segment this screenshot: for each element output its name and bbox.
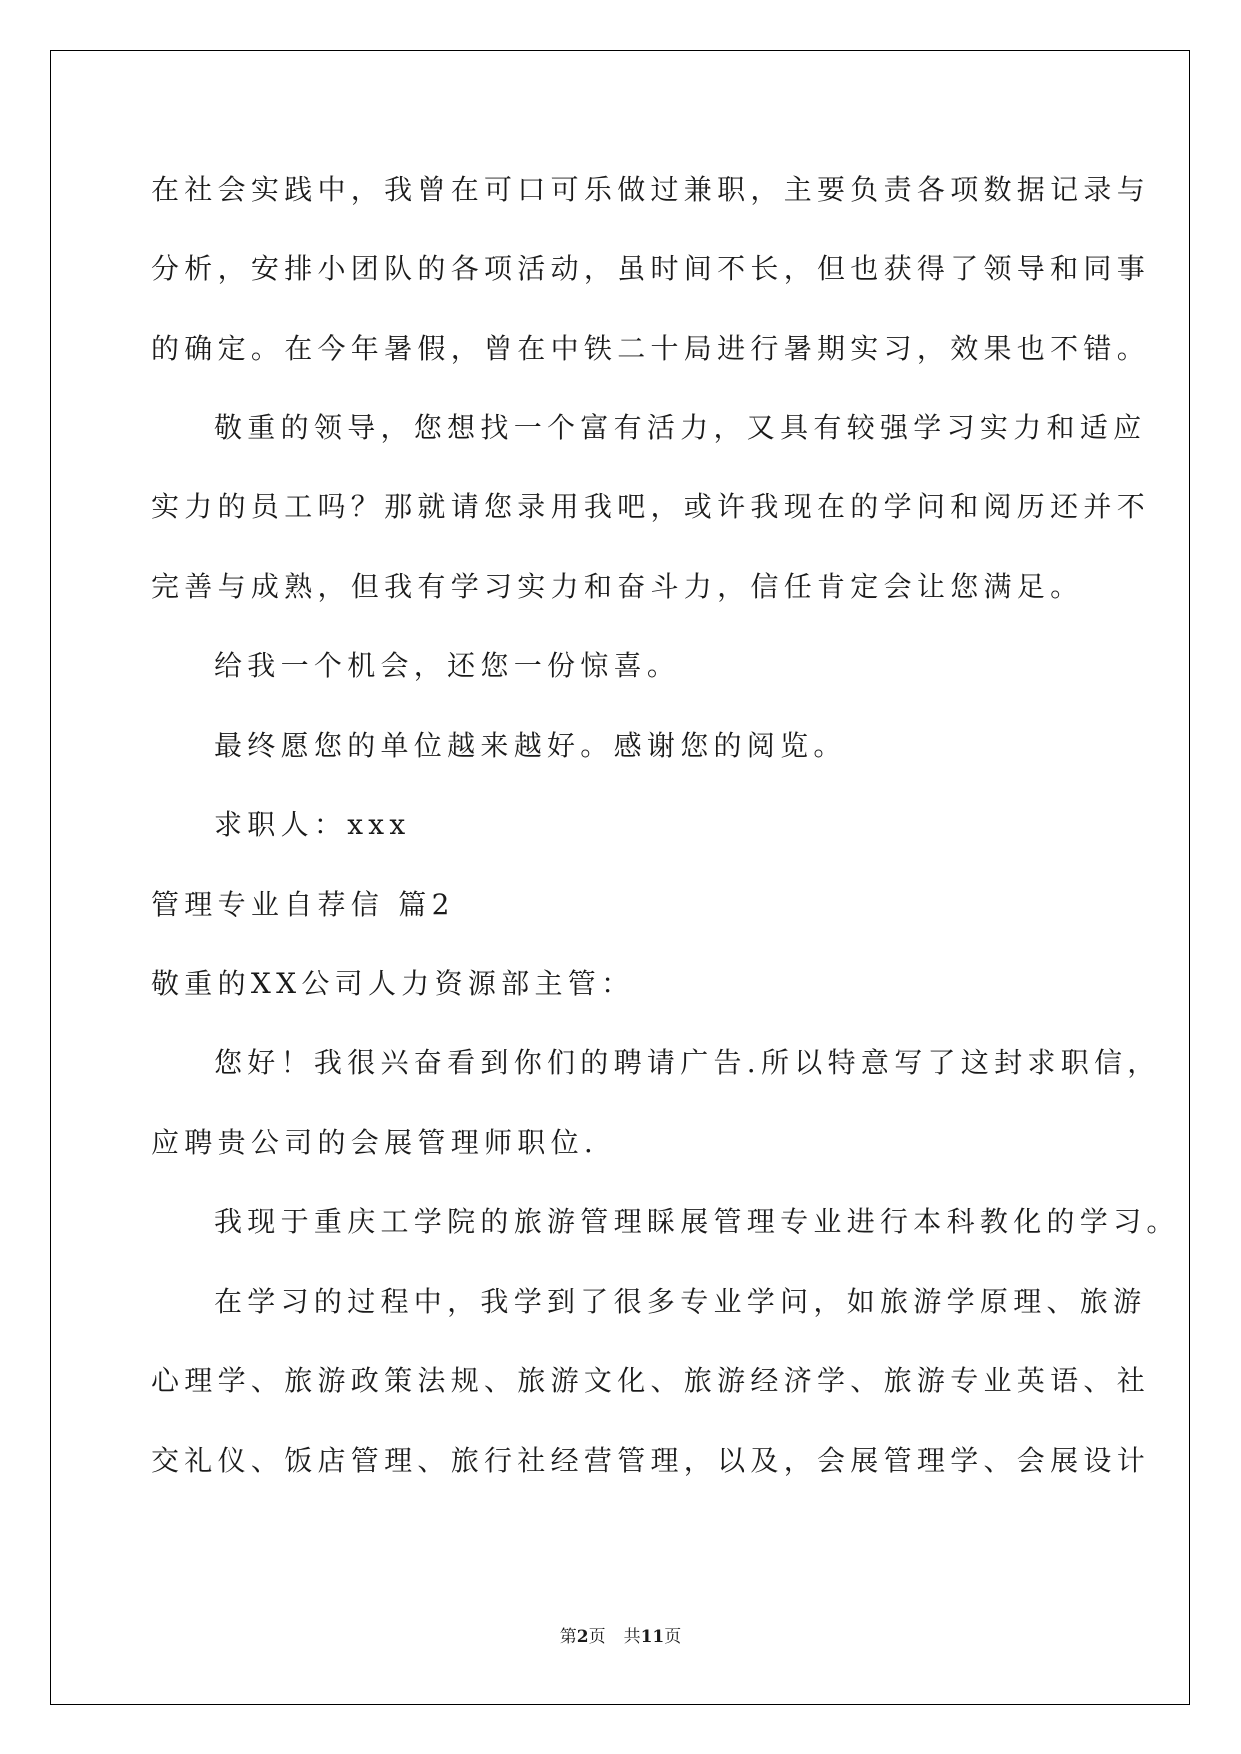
body-line: 最终愿您的单位越来越好。感谢您的阅览。 [214, 729, 847, 762]
footer-page-prefix: 第 [559, 1627, 577, 1647]
body-line: 给我一个机会，还您一份惊喜。 [214, 649, 681, 682]
body-line: 分析，安排小团队的各项活动，虽时间不长，但也获得了领导和同事 [151, 252, 1151, 285]
body-line: 敬重的领导，您想找一个富有活力，又具有较强学习实力和适应 [214, 411, 1147, 444]
salutation: 敬重的XX公司人力资源部主管： [151, 967, 635, 1000]
body-line: 在学习的过程中，我学到了很多专业学问，如旅游学原理、旅游 [214, 1285, 1147, 1318]
footer-total-suffix: 页 [664, 1627, 682, 1647]
body-line: 应聘贵公司的会展管理师职位. [151, 1126, 599, 1159]
body-line: 我现于重庆工学院的旅游管理睬展管理专业进行本科教化的学习。 [214, 1205, 1180, 1238]
body-line: 完善与成熟，但我有学习实力和奋斗力，信任肯定会让您满足。 [151, 570, 1084, 603]
body-line: 心理学、旅游政策法规、旅游文化、旅游经济学、旅游专业英语、社 [151, 1364, 1151, 1397]
page-footer [0, 1622, 1241, 1647]
body-line: 在社会实践中，我曾在可口可乐做过兼职，主要负责各项数据记录与 [151, 173, 1151, 206]
body-line: 的确定。在今年暑假，曾在中铁二十局进行暑期实习，效果也不错。 [151, 332, 1151, 365]
footer-page-suffix: 页 [588, 1627, 606, 1647]
footer-total-prefix: 共 [623, 1627, 641, 1647]
body-line: 您好！我很兴奋看到你们的聘请广告.所以特意写了这封求职信， [214, 1046, 1161, 1079]
body-line: 交礼仪、饭店管理、旅行社经营管理，以及，会展管理学、会展设计 [151, 1444, 1151, 1477]
signature-line: 求职人：xxx [214, 808, 411, 841]
footer-total-number: 11 [640, 1627, 665, 1647]
footer-page-number: 2 [576, 1627, 589, 1647]
body-line: 实力的员工吗？那就请您录用我吧，或许我现在的学问和阅历还并不 [151, 490, 1151, 523]
section-heading: 管理专业自荐信 篇2 [151, 888, 455, 921]
